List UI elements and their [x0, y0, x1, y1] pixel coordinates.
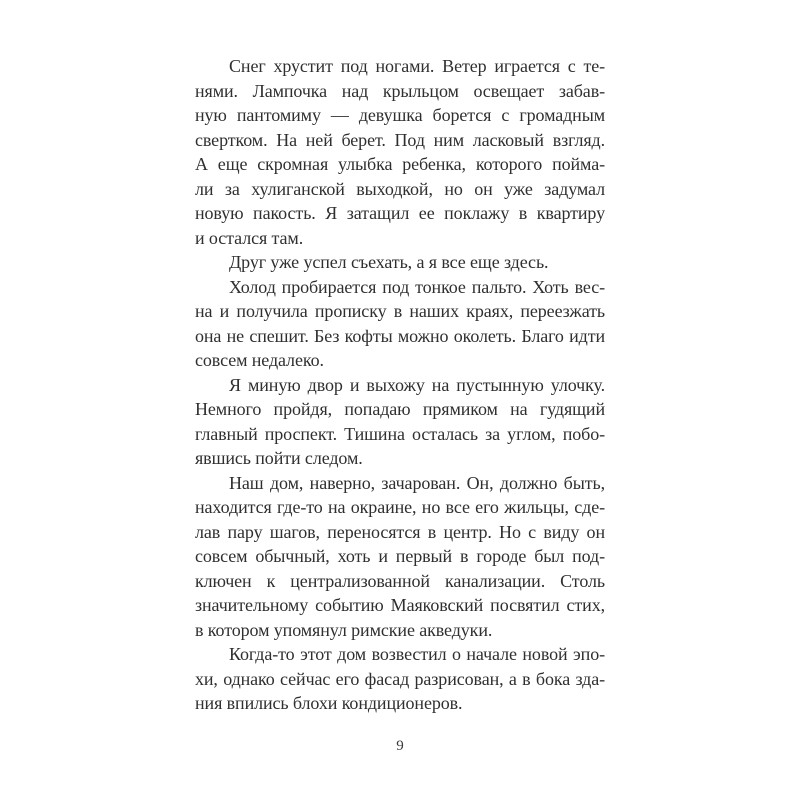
paragraph [195, 250, 605, 275]
text-line: Я миную двор и выхожу на пустынную улочку. [229, 374, 605, 395]
text-line: и остался там. [195, 227, 304, 248]
paragraph [195, 471, 605, 643]
text-line: ную пантомиму — девушка борется с громадным [195, 105, 605, 125]
text-line: нями. Лампочка над крыльцом освещает забав- [195, 80, 605, 101]
text-block [195, 54, 605, 716]
text-line: свертком. На ней берет. Под ним ласковый взгляд. [195, 129, 605, 150]
text-line: Когда-то этот дом возвестил о начале новой эпо- [229, 644, 605, 664]
text-line: совсем обычный, хоть и первый в городе был под- [195, 546, 605, 566]
paragraph [195, 373, 605, 471]
text-line: ли за хулиганской выходкой, но он уже задумал [195, 178, 605, 199]
text-line: на и получила прописку в наших краях, переезжать [195, 301, 605, 321]
text-line: совсем недалеко. [195, 350, 324, 370]
text-line: новую пакость. Я затащил ее поклажу в квартиру [195, 203, 605, 223]
text-line: лав пару шагов, переносятся в центр. Но с виду он [195, 521, 605, 542]
text-line: А еще скромная улыбка ребенка, которого пойма- [195, 154, 605, 174]
text-line: в котором упомянул римские акведуки. [195, 619, 493, 640]
text-line: ключен к централизованной канализации. Столь [195, 570, 605, 591]
text-line: явшись пойти следом. [195, 448, 363, 468]
text-line: ния впились блохи кондиционеров. [195, 693, 463, 713]
text-line: значительному событию Маяковский посвятил стих, [195, 595, 605, 615]
text-line: главный проспект. Тишина осталась за углом, побо- [195, 423, 605, 444]
paragraph [195, 275, 605, 373]
paragraph [195, 642, 605, 716]
page-number: 9 [396, 738, 404, 754]
text-line: Наш дом, наверно, зачарован. Он, должно быть, [229, 472, 605, 493]
text-line: Снег хрустит под ногами. Ветер играется с те- [229, 56, 605, 76]
text-line: Друг уже успел съехать, а я все еще здесь. [229, 252, 549, 272]
text-line: она не спешит. Без кофты можно околеть. Благо идти [195, 325, 605, 346]
text-line: находится где-то на окраине, но все его жильцы, сде- [195, 497, 605, 517]
text-line: хи, однако сейчас его фасад разрисован, а в бока зда- [195, 668, 605, 689]
text-line: Немного пройдя, попадаю прямиком на гудящий [195, 399, 605, 419]
paragraph [195, 54, 605, 250]
text-line: Холод пробирается под тонкое пальто. Хоть вес- [229, 276, 605, 297]
